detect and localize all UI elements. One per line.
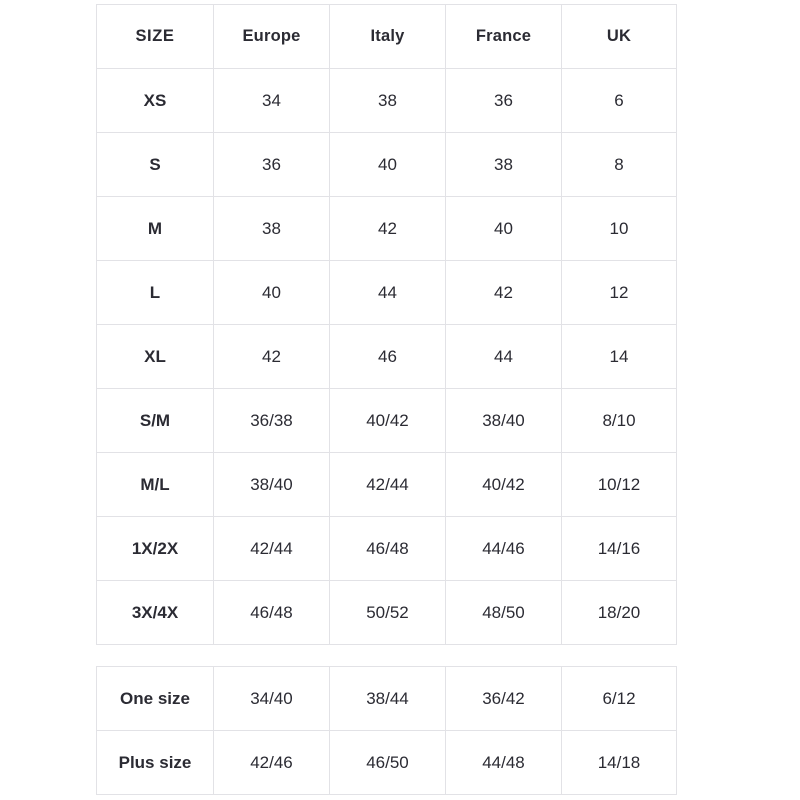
row-label: One size (97, 667, 214, 731)
cell-italy: 42/44 (330, 453, 446, 517)
row-label: L (97, 261, 214, 325)
cell-france: 36 (446, 69, 562, 133)
cell-italy: 46/50 (330, 731, 446, 795)
row-label: XS (97, 69, 214, 133)
cell-france: 38 (446, 133, 562, 197)
cell-uk: 8 (562, 133, 677, 197)
row-label: 3X/4X (97, 581, 214, 645)
table-row (97, 197, 677, 261)
cell-europe: 36 (214, 133, 330, 197)
cell-uk: 18/20 (562, 581, 677, 645)
cell-italy: 42 (330, 197, 446, 261)
cell-italy: 46 (330, 325, 446, 389)
cell-europe: 36/38 (214, 389, 330, 453)
cell-france: 44/46 (446, 517, 562, 581)
row-label: S/M (97, 389, 214, 453)
table-row (97, 69, 677, 133)
column-header-size: SIZE (97, 5, 214, 69)
cell-france: 38/40 (446, 389, 562, 453)
cell-europe: 40 (214, 261, 330, 325)
row-label: XL (97, 325, 214, 389)
cell-uk: 8/10 (562, 389, 677, 453)
row-label: M (97, 197, 214, 261)
cell-italy: 50/52 (330, 581, 446, 645)
cell-uk: 6 (562, 69, 677, 133)
table-row (97, 261, 677, 325)
cell-europe: 42 (214, 325, 330, 389)
table-row (97, 581, 677, 645)
cell-italy: 38/44 (330, 667, 446, 731)
table-row (97, 325, 677, 389)
main-size-table (96, 4, 677, 645)
cell-france: 42 (446, 261, 562, 325)
column-header-europe: Europe (214, 5, 330, 69)
table-row (97, 133, 677, 197)
cell-uk: 14/16 (562, 517, 677, 581)
cell-uk: 12 (562, 261, 677, 325)
table-row (97, 731, 677, 795)
cell-france: 40/42 (446, 453, 562, 517)
column-header-uk: UK (562, 5, 677, 69)
table-row (97, 667, 677, 731)
cell-italy: 38 (330, 69, 446, 133)
cell-italy: 40 (330, 133, 446, 197)
row-label: 1X/2X (97, 517, 214, 581)
cell-europe: 34 (214, 69, 330, 133)
cell-italy: 40/42 (330, 389, 446, 453)
table-row (97, 453, 677, 517)
row-label: S (97, 133, 214, 197)
cell-uk: 14/18 (562, 731, 677, 795)
cell-uk: 14 (562, 325, 677, 389)
column-header-italy: Italy (330, 5, 446, 69)
cell-france: 36/42 (446, 667, 562, 731)
cell-europe: 46/48 (214, 581, 330, 645)
cell-uk: 10/12 (562, 453, 677, 517)
cell-europe: 42/44 (214, 517, 330, 581)
row-label: Plus size (97, 731, 214, 795)
cell-europe: 42/46 (214, 731, 330, 795)
cell-france: 48/50 (446, 581, 562, 645)
table-row (97, 517, 677, 581)
cell-europe: 38 (214, 197, 330, 261)
table-row (97, 389, 677, 453)
cell-france: 44 (446, 325, 562, 389)
table-header-row (97, 5, 677, 69)
cell-italy: 46/48 (330, 517, 446, 581)
cell-europe: 34/40 (214, 667, 330, 731)
cell-italy: 44 (330, 261, 446, 325)
cell-uk: 10 (562, 197, 677, 261)
column-header-france: France (446, 5, 562, 69)
cell-uk: 6/12 (562, 667, 677, 731)
cell-france: 40 (446, 197, 562, 261)
cell-france: 44/48 (446, 731, 562, 795)
secondary-size-table-wrapper (96, 666, 676, 795)
secondary-size-table (96, 666, 677, 795)
cell-europe: 38/40 (214, 453, 330, 517)
main-size-table-wrapper (96, 4, 676, 645)
row-label: M/L (97, 453, 214, 517)
